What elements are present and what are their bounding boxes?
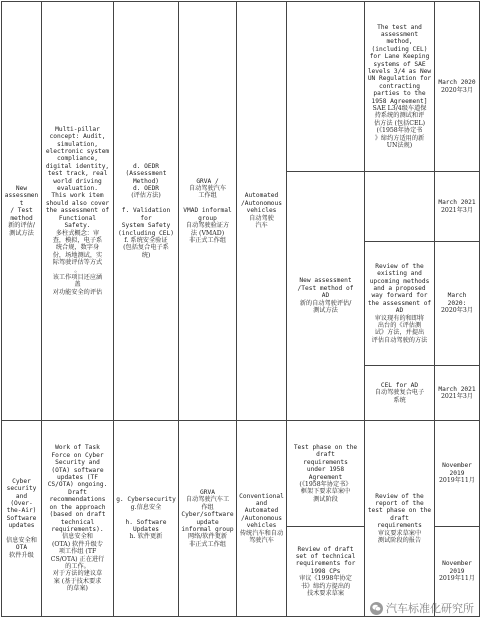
text-line: VMAD informal xyxy=(183,207,232,215)
text-line: 驾驶汽车 xyxy=(249,537,274,545)
text-line: 对于方法的建议草 xyxy=(52,570,103,578)
text-line: recommendations xyxy=(49,496,106,504)
text-line: f. Validation for xyxy=(121,207,171,222)
text-line: the-Air) xyxy=(6,507,37,515)
text-line: 际驾驶评估等方式 xyxy=(52,259,103,267)
text-line: contracting xyxy=(379,82,420,90)
text-line: draft xyxy=(316,451,335,459)
text-line: 份，场地测试，实 xyxy=(52,251,103,259)
text-line: 网络/软件更新 xyxy=(187,533,228,541)
text-line: November 2019 xyxy=(442,462,472,477)
text-line: 该工作项目还应涵 xyxy=(52,273,103,281)
text-line: 2019年11月 xyxy=(439,477,475,485)
text-line: AD xyxy=(321,292,330,300)
text-line: Draft xyxy=(68,488,87,496)
text-line: CS/OTA) ongoing. xyxy=(47,481,108,489)
text-line: h. 软件更新 xyxy=(129,533,163,541)
text-line: on the approach xyxy=(49,503,106,511)
text-line: 审议要求草案中 xyxy=(377,529,422,537)
text-line: 非正式工作组 xyxy=(188,236,227,244)
text-line: vehicles xyxy=(246,522,277,530)
text-line: way forward for xyxy=(371,292,428,300)
text-line: Force on Cyber xyxy=(51,451,104,459)
text-line: method xyxy=(10,214,33,222)
text-line: requirements for xyxy=(295,560,356,568)
scope-cell xyxy=(237,2,287,421)
wechat-icon xyxy=(370,602,383,615)
text-line: Review of the xyxy=(375,492,424,500)
text-line: New assessment xyxy=(299,277,352,285)
text-line: 信息安全和 xyxy=(62,533,93,541)
text-line: update xyxy=(196,518,219,526)
text-line: 框架下要求草案中 xyxy=(300,488,351,496)
text-line: parties to the xyxy=(373,90,426,98)
text-line: updates xyxy=(8,522,35,530)
topic-cell xyxy=(2,421,42,617)
text-line: updates (TF xyxy=(57,474,98,482)
text-line: OTA xyxy=(15,544,28,552)
watermark xyxy=(370,600,474,616)
text-line: SAE L3/4级车道保 xyxy=(372,105,427,113)
text-line: /Test method of xyxy=(297,284,354,292)
text-line: 评估自动驾驶的方法 xyxy=(371,336,428,344)
text-line: (《1958年协定书 xyxy=(376,127,423,135)
text-line: / Test xyxy=(10,207,33,215)
text-line: Cyber/software xyxy=(181,511,234,519)
task-cell xyxy=(287,2,365,172)
text-line: and (Over- xyxy=(10,492,33,507)
text-line: report of the xyxy=(375,499,424,507)
text-line: 自动驾驶 xyxy=(249,214,274,222)
text-line: 估方法 (包括CEL) xyxy=(373,119,426,127)
text-line: d. OEDR xyxy=(132,162,160,170)
text-line: 非正式工作组 xyxy=(188,540,227,548)
text-line: 传统汽车和自动 xyxy=(239,529,284,537)
text-line: 1998 CPs xyxy=(310,567,341,575)
text-line: requirements xyxy=(377,522,422,530)
text-line: set of technical xyxy=(295,552,356,560)
table-row xyxy=(2,421,480,527)
text-line: existing and xyxy=(377,270,422,278)
detail-cell xyxy=(365,421,435,617)
date-cell xyxy=(435,366,480,421)
text-line: Updates xyxy=(132,525,160,533)
date-cell xyxy=(435,172,480,242)
text-line: 出台的《评估测 xyxy=(377,322,422,330)
text-line: Test phase on the xyxy=(293,443,358,451)
group-cell xyxy=(179,421,237,617)
text-line: This work item xyxy=(51,192,104,200)
scope-cell xyxy=(237,421,287,617)
text-line: 统合规，数字身 xyxy=(55,244,100,252)
text-line: 试》方法，并提出 xyxy=(374,329,425,337)
text-line: 信息安全和 xyxy=(6,537,37,545)
text-line: 测试阶段 xyxy=(313,495,338,503)
text-line: Automated xyxy=(244,192,279,200)
text-line: test track, real xyxy=(47,170,108,178)
text-line: March 2021 xyxy=(438,385,476,393)
text-line: simulation, xyxy=(57,140,98,148)
text-line: (including CEL) xyxy=(118,229,174,237)
date-cell xyxy=(435,421,480,527)
text-line: assessment xyxy=(4,192,39,207)
text-line: 项工作组 (TF xyxy=(58,548,97,556)
text-line: 查，模拟，电子系 xyxy=(52,236,103,244)
text-line: System Safety xyxy=(121,222,171,230)
text-line: (《1958年协定书》 xyxy=(299,480,352,488)
text-line: informal group xyxy=(181,525,234,533)
text-line: AD xyxy=(395,307,404,315)
text-line: (including CEL) xyxy=(371,45,428,53)
text-line: (包括复合电子系 xyxy=(123,244,169,252)
text-line: 作组 xyxy=(201,503,214,511)
text-line: and Automated xyxy=(244,499,279,515)
text-line: 新的自动驾驶评估/ xyxy=(299,299,352,307)
text-line: systems of SAE xyxy=(373,60,426,68)
method-cell xyxy=(114,421,179,617)
text-line: UN法规) xyxy=(386,142,413,150)
text-line: Functional xyxy=(58,214,97,222)
text-line: (OTA) 软件升级专 xyxy=(51,540,104,548)
date-cell xyxy=(435,242,480,366)
text-line: 新的评估/ xyxy=(8,222,35,230)
text-line: 技术要求草案 xyxy=(306,590,345,598)
text-line: group xyxy=(198,214,217,222)
text-line: 测试方法 xyxy=(313,307,338,315)
text-line: Multi-pillar xyxy=(55,125,100,133)
text-line: security xyxy=(6,485,37,493)
text-line: 盖 xyxy=(74,281,81,289)
text-line: Review of draft xyxy=(297,545,354,553)
task-cell xyxy=(287,527,365,617)
text-line: March 2021 xyxy=(438,199,476,207)
text-line: Security and xyxy=(55,459,100,467)
text-line: 2020年3月 xyxy=(440,307,474,315)
text-line: November 2019 xyxy=(442,560,472,575)
text-line: (评估方法) xyxy=(131,192,161,200)
text-line: (OTA) software xyxy=(51,466,104,474)
text-line: GRVA xyxy=(200,488,215,496)
text-line: requirements). xyxy=(51,525,104,533)
detail-cell xyxy=(365,366,435,421)
text-line: requirements xyxy=(303,458,348,466)
text-line: Work of Task xyxy=(55,444,100,452)
text-line: upcoming methods xyxy=(369,277,430,285)
text-line: 法 (VMAD) xyxy=(190,229,225,237)
task-cell xyxy=(287,421,365,527)
table-row xyxy=(2,2,480,172)
text-line: compliance, xyxy=(57,155,98,163)
text-line: technical xyxy=(60,518,95,526)
method-cell xyxy=(114,2,179,421)
text-line: March 2020 xyxy=(438,79,476,87)
text-line: 持系统的测试和评 xyxy=(374,112,425,120)
text-line: 的草案) xyxy=(67,585,88,593)
text-line: Safety. xyxy=(64,222,91,230)
text-line: concept: Audit, xyxy=(49,133,106,141)
text-line: CEL for AD xyxy=(380,381,419,389)
text-line: UN Regulation for xyxy=(367,75,432,83)
watermark-text: 汽车标准化研究所 xyxy=(386,602,474,615)
text-line: 汽车 xyxy=(255,222,268,230)
text-line: the assessment of xyxy=(367,299,432,307)
date-cell xyxy=(435,2,480,172)
text-line: 案 (基于技术要求 xyxy=(53,577,102,585)
text-line: and a proposed xyxy=(373,284,426,292)
text-line: h. Software xyxy=(125,518,167,526)
text-line: 2019年11月 xyxy=(439,575,475,583)
text-line: Software xyxy=(6,514,37,522)
description-cell xyxy=(42,2,114,421)
text-line: method, xyxy=(386,38,413,46)
detail-cell xyxy=(365,2,435,172)
text-line: d. OEDR xyxy=(132,185,160,193)
text-line: test phase on the xyxy=(367,507,432,515)
text-line xyxy=(116,200,176,207)
text-line: levels 3/4 as New xyxy=(367,67,432,75)
text-line: CS/OTA) 正在进行 xyxy=(50,555,105,563)
text-line: 统) xyxy=(141,251,151,259)
text-line: GRVA / xyxy=(196,177,219,185)
text-line xyxy=(181,200,234,207)
text-line: under 1958 xyxy=(306,466,345,474)
text-line: 审议现有的和即将 xyxy=(374,314,425,322)
text-line: 书》缔约方提出的 xyxy=(300,582,351,590)
text-line: 的工作。 xyxy=(65,562,90,570)
text-line: Agreement xyxy=(308,473,343,481)
text-line: 自动驾驶汽车 xyxy=(188,185,227,193)
text-line xyxy=(4,530,39,537)
text-line: 测试阶段的报告 xyxy=(377,537,422,545)
text-line: The test and xyxy=(377,23,422,31)
text-line: g.信息安全 xyxy=(130,503,162,511)
description-cell xyxy=(42,421,114,617)
text-line: /Autonomous xyxy=(241,514,282,522)
text-line: 2020年3月 xyxy=(440,86,474,94)
text-line: 。 xyxy=(74,266,81,274)
text-line xyxy=(116,511,176,518)
text-line: electronic system xyxy=(45,148,110,156)
text-line: vehicles xyxy=(246,207,277,215)
text-line: 软件升级 xyxy=(9,551,34,559)
text-line: assessment xyxy=(380,30,419,38)
text-line: 系统 xyxy=(393,396,406,404)
text-line: New xyxy=(15,185,28,193)
text-line: 1958 Agreement] xyxy=(371,97,428,105)
regulation-table xyxy=(1,1,480,617)
text-line: Cyber xyxy=(12,477,31,485)
text-line: /Autonomous xyxy=(241,199,282,207)
text-line: 测试方法 xyxy=(9,229,34,237)
text-line: 》缔约方适用的新 xyxy=(374,134,425,142)
text-line: 审议《1998年协定 xyxy=(299,575,352,583)
group-cell xyxy=(179,2,237,421)
text-line: world driving xyxy=(53,177,102,185)
text-line: 对功能安全的评估 xyxy=(52,288,103,296)
text-line: Conventional xyxy=(239,492,284,500)
text-line: March 2020: xyxy=(447,292,467,307)
detail-cell xyxy=(365,242,435,366)
text-line: Review of the xyxy=(375,262,424,270)
text-line: (based on draft xyxy=(49,511,106,519)
text-line: evaluation. xyxy=(57,185,98,193)
task-cell xyxy=(287,172,365,421)
text-line: Method) xyxy=(132,177,160,185)
text-line: (Assessment xyxy=(125,170,167,178)
text-line: draft xyxy=(390,514,409,522)
text-line: 工作组 xyxy=(198,192,217,200)
detail-cell xyxy=(365,172,435,242)
text-line: f. 系统安全验证 xyxy=(124,236,168,244)
text-line: 2021年3月 xyxy=(440,393,474,400)
text-line: 自动驾驶汽车工 xyxy=(185,496,230,504)
text-line: 自动驾驶复合电子 xyxy=(374,389,425,397)
text-line: 2021年3月 xyxy=(440,206,474,214)
text-line: should also cover xyxy=(45,199,110,207)
text-line: digital identity, xyxy=(45,162,110,170)
topic-cell xyxy=(2,2,42,421)
text-line: 多柱式概念：审 xyxy=(55,229,100,237)
text-line: for Lane Keeping xyxy=(369,53,430,61)
text-line: g. Cybersecurity xyxy=(116,496,176,504)
text-line: the assessment of xyxy=(45,207,110,215)
text-line: 自动驾驶验证方 xyxy=(185,222,230,230)
